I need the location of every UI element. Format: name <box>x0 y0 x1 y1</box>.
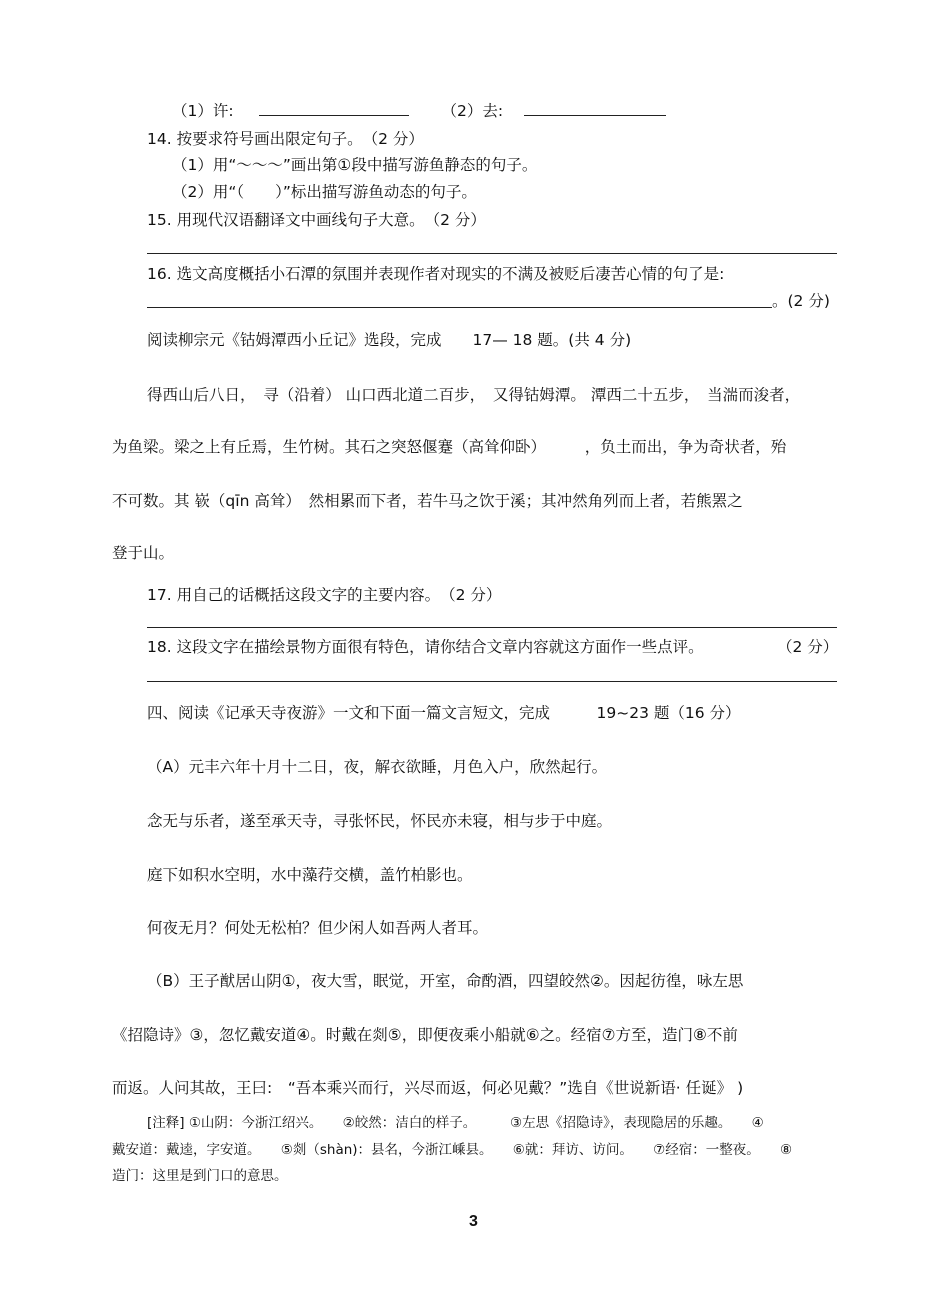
q16-score: 。(2 分) <box>772 292 830 310</box>
passage-line-3: 不可数。其 嵚（qīn 高耸） 然相累而下者，若牛马之饮于溪；其冲然角列而上者，若熊罴之 <box>112 492 743 510</box>
passage-line-1: 得西山后八日， 寻（沿着） 山口西北道二百步， 又得钴姆潭。 潭西二十五步， 当湍而浚者， <box>147 386 801 404</box>
q13-answer-blank-2[interactable] <box>524 101 666 116</box>
footnote-line-2: 戴安道：戴逵，字安道。 ⑤剡（shàn)：县名，今浙江嵊县。 ⑥就：拜访、访问。 ⑦经宿：一整夜。 ⑧ <box>112 1142 793 1158</box>
footnote-line-3: 造门：这里是到门口的意思。 <box>112 1168 288 1184</box>
q17-title: 17. 用自己的话概括这段文字的主要内容。 （2 分） <box>147 586 502 604</box>
q15-answer-line[interactable] <box>147 253 837 254</box>
q18-title: 18. 这段文字在描绘景物方面很有特色，请你结合文章内容就这方面作一些点评。 <box>147 638 704 656</box>
q14-title: 14. 按要求符号画出限定句子。 （2 分） <box>147 130 424 148</box>
q16-answer-line[interactable] <box>147 307 772 308</box>
text-a-line-4: 何夜无月？何处无松柏？但少闲人如吾两人者耳。 <box>147 919 489 937</box>
text-a-line-2: 念无与乐者，遂至承天寺，寻张怀民，怀民亦未寝，相与步于中庭。 <box>147 812 613 830</box>
q15-title: 15. 用现代汉语翻译文中画线句子大意。 （2 分） <box>147 211 486 229</box>
passage-line-2: 为鱼梁。梁之上有丘焉，生竹树。其石之突怒偃蹇（高耸仰卧） ，负土而出，争为奇状者，殆 <box>112 438 787 456</box>
text-b-line-3: 而返。人问其故，王曰: “吾本乘兴而行，兴尽而返，何必见戴？”选自《世说新语· 任诞》 ) <box>112 1079 744 1097</box>
q14-sub-1: （1）用“～～～”画出第①段中描写游鱼静态的句子。 <box>172 156 538 174</box>
reading-intro: 阅读柳宗元《钴姆潭西小丘记》选段，完成 17— 18 题。(共 4 分) <box>147 331 632 349</box>
footnote-line-1: [注释] ①山阴：今浙江绍兴。 ②皎然：洁白的样子。 ③左思《招隐诗》，表现隐居的乐趣。 ④ <box>147 1115 764 1131</box>
text-a-line-1: （A）元丰六年十月十二日，夜，解衣欲睡，月色入户，欣然起行。 <box>147 758 608 776</box>
page-number: 3 <box>469 1213 478 1230</box>
q17-answer-line[interactable] <box>147 627 837 628</box>
q13-item-1-label: （1）许: <box>172 102 234 120</box>
q16-title: 16. 选文高度概括小石潭的氛围并表现作者对现实的不满及被贬后凄苦心情的句了是: <box>147 265 725 283</box>
text-a-line-3: 庭下如积水空明，水中藻荇交横，盖竹柏影也。 <box>147 866 473 884</box>
q13-line <box>172 101 666 121</box>
text-b-line-1: （B）王子猷居山阴①，夜大雪，眠觉，开室，命酌酒，四望皎然②。因起彷徨，咏左思 <box>147 972 744 990</box>
q18-answer-line[interactable] <box>147 681 837 682</box>
text-b-line-2: 《招隐诗》③，忽忆戴安道④。时戴在剡⑤，即便夜乘小船就⑥之。经宿⑦方至，造门⑧不前 <box>112 1026 738 1044</box>
q13-item-2-label: （2）去: <box>441 102 504 120</box>
section-4-heading: 四、阅读《记承天寺夜游》一文和下面一篇文言短文，完成 19~23 题（16 分） <box>147 704 741 722</box>
q13-answer-blank-1[interactable] <box>259 101 409 116</box>
q18-score: （2 分） <box>777 638 839 656</box>
q14-sub-2: （2）用“（ ）”标出描写游鱼动态的句子。 <box>172 183 477 201</box>
passage-line-4: 登于山。 <box>112 544 175 562</box>
